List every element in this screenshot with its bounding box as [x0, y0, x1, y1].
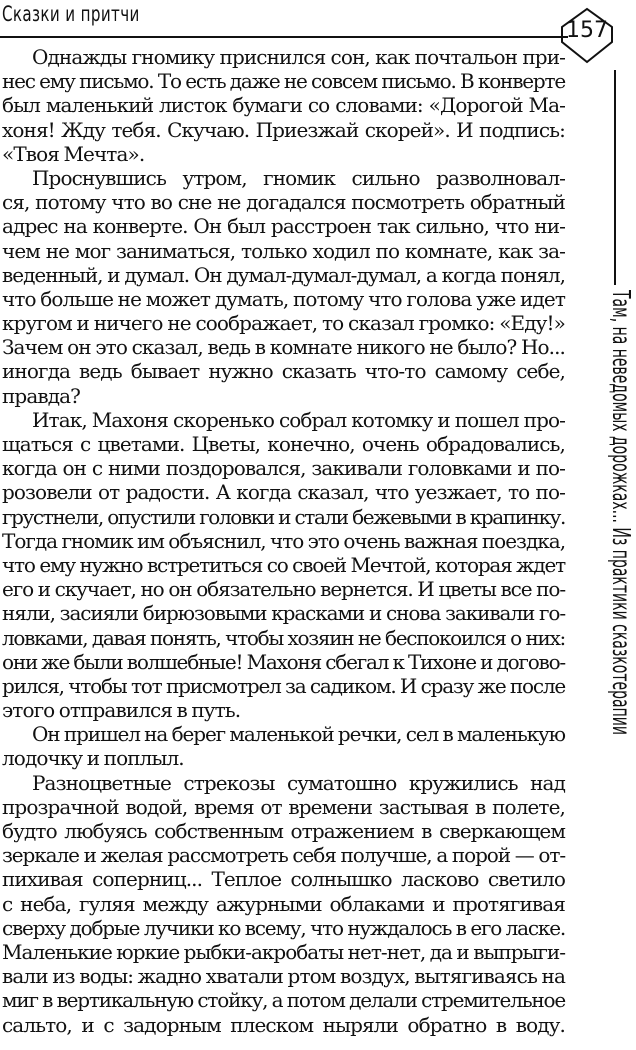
text-line: розовели от радости. А когда сказал, что уезжает, то по- [2, 480, 565, 505]
text-line: грустнели, опустили головки и стали бежевыми в крапинку. [2, 504, 565, 529]
text-line: нес ему письмо. То есть даже не совсем письмо. В конверте [2, 69, 565, 94]
book-title-vertical [598, 290, 634, 1050]
header-rule [0, 36, 568, 38]
text-line: Однажды гномику приснился сон, как почтальон при- [32, 45, 565, 69]
text-line: миг в вертикальную стойку, а потом делали стремительное [2, 988, 565, 1013]
text-line: Маленькие юркие рыбки-акробаты нет-нет, да и выпрыги- [2, 939, 565, 964]
text-line: что ему нужно встретиться со своей Мечтой, которая ждет [2, 552, 565, 577]
text-line: Он пришел на берег маленькой речки, сел в маленькую [32, 722, 565, 747]
text-line: хоня! Жду тебя. Скучаю. Приезжай скорей». И подпись: [2, 117, 565, 142]
text-line: прозрачной водой, время от времени застывая в полете, [2, 794, 565, 819]
text-line: чем не мог заниматься, только ходил по комнате, как за- [2, 238, 565, 263]
text-line: веденный, и думал. Он думал-думал-думал, а когда понял, [2, 262, 565, 287]
text-line: будто любуясь собственным отражением в сверкающем [2, 819, 565, 843]
text-line: был маленький листок бумаги со словами: «Дорогой Ма- [2, 93, 565, 118]
text-line: ся, потому что во сне не догадался посмотреть обратный [2, 190, 565, 215]
text-line: Зачем он это сказал, ведь в комнате никого не было? Но... [2, 335, 565, 360]
text-line: адрес на конверте. Он был расстроен так сильно, что ни- [2, 214, 565, 239]
body-text [2, 45, 565, 1037]
text-line: его и скучает, но он обязательно вернется. И цветы все по- [2, 577, 565, 602]
text-line: правда? [2, 383, 80, 408]
text-line: «Твоя Мечта». [2, 141, 145, 166]
text-line: Итак, Махоня скоренько собрал котомку и пошел про- [32, 407, 565, 432]
text-line: сверху добрые лучики ко всему, что нуждалось в его ласке. [2, 915, 565, 940]
text-line: зеркале и желая рассмотреть себя получше, а порой — от- [2, 843, 565, 868]
text-line: когда он с ними поздоровался, закивали головками и по- [2, 456, 565, 481]
running-title: Сказки и притчи [2, 2, 140, 26]
text-line: этого отправился в путь. [2, 698, 241, 723]
page-number-badge [558, 6, 616, 64]
text-line: Тогда гномик им объяснил, что это очень важная поездка, [2, 528, 566, 553]
text-line: с неба, гуляя между ажурными облаками и протягивая [2, 891, 565, 916]
text-line: ловками, давая понять, чтобы хозяин не беспокоился о них: [2, 625, 565, 650]
book-title-text: Там, на неведомых дорожках... Из практики сказкотерапии [607, 290, 636, 735]
page-number: 157 [566, 18, 608, 43]
text-line: сальто, и с задорным плеском ныряли обратно в воду. [2, 1012, 565, 1037]
text-line: что больше не может думать, потому что голова уже идет [2, 286, 565, 311]
text-line: няли, засияли бирюзовыми красками и снова закивали го- [2, 601, 565, 626]
text-line: кругом и ничего не соображает, то сказал громко: «Еду!» [2, 311, 565, 336]
text-line: лодочку и поплыл. [2, 746, 184, 771]
text-line: Проснувшись утром, гномик сильно разволновал- [32, 165, 565, 190]
side-rule [614, 70, 616, 285]
text-line: Разноцветные стрекозы суматошно кружились над [32, 770, 565, 795]
text-line: они же были волшебные! Махоня сбегал к Тихоне и догово- [2, 649, 565, 674]
text-line: пихивая соперниц... Теплое солнышко ласково светило [2, 867, 565, 892]
text-line: иногда ведь бывает нужно сказать что-то самому себе, [2, 359, 565, 384]
text-line: вали из воды: жадно хватали ртом воздух, вытягиваясь на [2, 964, 565, 989]
text-line: рился, чтобы тот присмотрел за садиком. И сразу же после [2, 673, 565, 698]
text-line: щаться с цветами. Цветы, конечно, очень обрадовались, [2, 432, 565, 456]
